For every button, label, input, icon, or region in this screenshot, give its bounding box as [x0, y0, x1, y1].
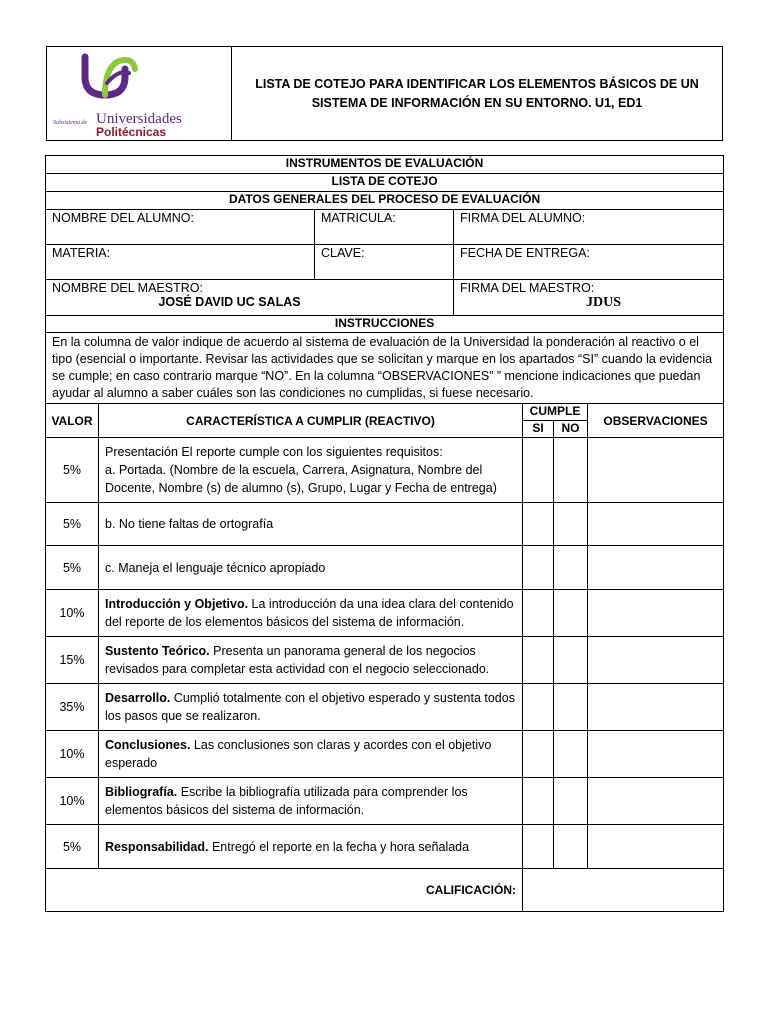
logo-cell	[47, 47, 232, 141]
criteria-row	[46, 546, 724, 590]
criteria-observaciones[interactable]	[588, 546, 724, 590]
nombre-maestro-value: JOSÉ DAVID UC SALAS	[158, 295, 301, 309]
criteria-si-checkbox[interactable]	[523, 637, 554, 684]
instrucciones-text: En la columna de valor indique de acuerdo al sistema de evaluación de la Universidad la ponderación al reactivo o el tipo (esencial o importante. Revisar las actividades que se solicitan y marque en los apartados “SI” cuando la evidencia se cumple; en caso contrario marque “NO”. En la columna “OBSERVACIONES” ” mencione indicaciones que puedan ayudar al alumno a saber cuáles son las condiciones no cumplidas, si fuese necesario.	[46, 333, 724, 404]
criteria-row	[46, 684, 724, 731]
criteria-observaciones[interactable]	[588, 825, 724, 869]
logo-line1: Universidades	[96, 111, 182, 127]
criteria-valor: 5%	[46, 825, 99, 869]
firma-maestro-signature: JDUS	[586, 295, 622, 310]
criteria-description	[99, 731, 523, 778]
criteria-title: Introducción y Objetivo.	[105, 597, 249, 611]
criteria-si-checkbox[interactable]	[523, 731, 554, 778]
firma-maestro-label: FIRMA DEL MAESTRO:	[460, 281, 595, 295]
criteria-row	[46, 503, 724, 546]
criteria-text: Cumplió totalmente con el objetivo esperado y sustenta todos los pasos que se realizaron.	[105, 691, 515, 723]
calificacion-value-cell[interactable]	[523, 869, 724, 912]
criteria-valor: 10%	[46, 731, 99, 778]
criteria-description	[99, 590, 523, 637]
criteria-text: b. No tiene faltas de ortografía	[105, 517, 274, 531]
criteria-si-checkbox[interactable]	[523, 825, 554, 869]
criteria-no-checkbox[interactable]	[554, 503, 588, 546]
logo-prefix: Subsistema de	[53, 120, 88, 126]
criteria-row	[46, 778, 724, 825]
criteria-si-checkbox[interactable]	[523, 546, 554, 590]
criteria-valor: 15%	[46, 637, 99, 684]
criteria-row	[46, 438, 724, 503]
criteria-description	[99, 825, 523, 869]
criteria-description	[99, 546, 523, 590]
criteria-si-checkbox[interactable]	[523, 503, 554, 546]
criteria-row	[46, 731, 724, 778]
heading-lista-cotejo: LISTA DE COTEJO	[46, 174, 724, 192]
criteria-title: Desarrollo.	[105, 691, 171, 705]
criteria-no-checkbox[interactable]	[554, 637, 588, 684]
criteria-no-checkbox[interactable]	[554, 546, 588, 590]
criteria-rows	[46, 438, 724, 869]
criteria-description	[99, 438, 523, 503]
document-title: LISTA DE COTEJO PARA IDENTIFICAR LOS ELEMENTOS BÁSICOS DE UN SISTEMA DE INFORMACIÓN EN SU ENTORNO. U1, ED1	[232, 47, 723, 141]
criteria-observaciones[interactable]	[588, 684, 724, 731]
criteria-observaciones[interactable]	[588, 731, 724, 778]
nombre-maestro-field[interactable]	[46, 280, 454, 316]
criteria-text: Las conclusiones son claras y acordes con el objetivo esperado	[105, 738, 492, 770]
col-si-header: SI	[523, 421, 554, 438]
criteria-observaciones[interactable]	[588, 778, 724, 825]
criteria-text: Presentación El reporte cumple con los siguientes requisitos: a. Portada. (Nombre de la escuela, Carrera, Asignatura, Nombre del Docente, Nombre (s) de alumno (s), Grupo, Lugar y Fecha de entrega)	[105, 445, 497, 495]
criteria-valor: 10%	[46, 778, 99, 825]
heading-instrumentos: INSTRUMENTOS DE EVALUACIÓN	[46, 156, 724, 174]
criteria-description	[99, 503, 523, 546]
col-caracteristica-header: CARACTERÍSTICA A CUMPLIR (REACTIVO)	[99, 404, 523, 438]
criteria-title: Bibliografía.	[105, 785, 178, 799]
criteria-no-checkbox[interactable]	[554, 590, 588, 637]
criteria-description	[99, 637, 523, 684]
criteria-observaciones[interactable]	[588, 590, 724, 637]
firma-alumno-field[interactable]: FIRMA DEL ALUMNO:	[454, 210, 724, 245]
clave-field[interactable]: CLAVE:	[315, 245, 454, 280]
materia-field[interactable]: MATERIA:	[46, 245, 315, 280]
criteria-valor: 10%	[46, 590, 99, 637]
criteria-observaciones[interactable]	[588, 438, 724, 503]
universidades-politecnicas-logo	[47, 47, 231, 137]
criteria-no-checkbox[interactable]	[554, 731, 588, 778]
criteria-observaciones[interactable]	[588, 637, 724, 684]
criteria-row	[46, 590, 724, 637]
criteria-no-checkbox[interactable]	[554, 825, 588, 869]
criteria-row	[46, 825, 724, 869]
criteria-text: c. Maneja el lenguaje técnico apropiado	[105, 560, 326, 575]
criteria-title: Sustento Teórico.	[105, 644, 210, 658]
col-observaciones-header: OBSERVACIONES	[588, 404, 724, 438]
nombre-maestro-label: NOMBRE DEL MAESTRO:	[52, 281, 203, 295]
criteria-text: Presenta un panorama general de los negocios revisados para completar esta actividad con el negocio seleccionado.	[105, 644, 490, 676]
criteria-description	[99, 778, 523, 825]
criteria-valor: 5%	[46, 503, 99, 546]
heading-datos-generales: DATOS GENERALES DEL PROCESO DE EVALUACIÓN	[46, 192, 724, 210]
col-cumple-header: CUMPLE	[523, 404, 588, 421]
col-no-header: NO	[554, 421, 588, 438]
col-valor-header: VALOR	[46, 404, 99, 438]
criteria-title: Conclusiones.	[105, 738, 191, 752]
criteria-observaciones[interactable]	[588, 503, 724, 546]
criteria-valor: 5%	[46, 546, 99, 590]
criteria-si-checkbox[interactable]	[523, 778, 554, 825]
criteria-no-checkbox[interactable]	[554, 684, 588, 731]
calificacion-label: CALIFICACIÓN:	[46, 869, 523, 912]
criteria-text: Escribe la bibliografía utilizada para comprender los elementos básicos del sistema de información.	[105, 785, 468, 817]
criteria-text: La introducción da una idea clara del contenido del reporte de los elementos básicos del sistema de información.	[105, 597, 514, 629]
criteria-valor: 35%	[46, 684, 99, 731]
criteria-si-checkbox[interactable]	[523, 590, 554, 637]
evaluation-table	[45, 155, 724, 912]
criteria-text: Entregó el reporte en la fecha y hora señalada	[208, 839, 470, 854]
document-header	[46, 46, 723, 141]
criteria-valor: 5%	[46, 438, 99, 503]
criteria-description	[99, 684, 523, 731]
logo-line2: Politécnicas	[96, 125, 167, 137]
criteria-no-checkbox[interactable]	[554, 438, 588, 503]
criteria-title: Responsabilidad.	[105, 839, 209, 854]
fecha-entrega-field[interactable]: FECHA DE ENTREGA:	[454, 245, 724, 280]
nombre-alumno-field[interactable]: NOMBRE DEL ALUMNO:	[46, 210, 315, 245]
heading-instrucciones: INSTRUCCIONES	[46, 316, 724, 333]
firma-maestro-field[interactable]	[454, 280, 724, 316]
criteria-si-checkbox[interactable]	[523, 438, 554, 503]
criteria-si-checkbox[interactable]	[523, 684, 554, 731]
criteria-row	[46, 637, 724, 684]
criteria-no-checkbox[interactable]	[554, 778, 588, 825]
matricula-field[interactable]: MATRICULA:	[315, 210, 454, 245]
